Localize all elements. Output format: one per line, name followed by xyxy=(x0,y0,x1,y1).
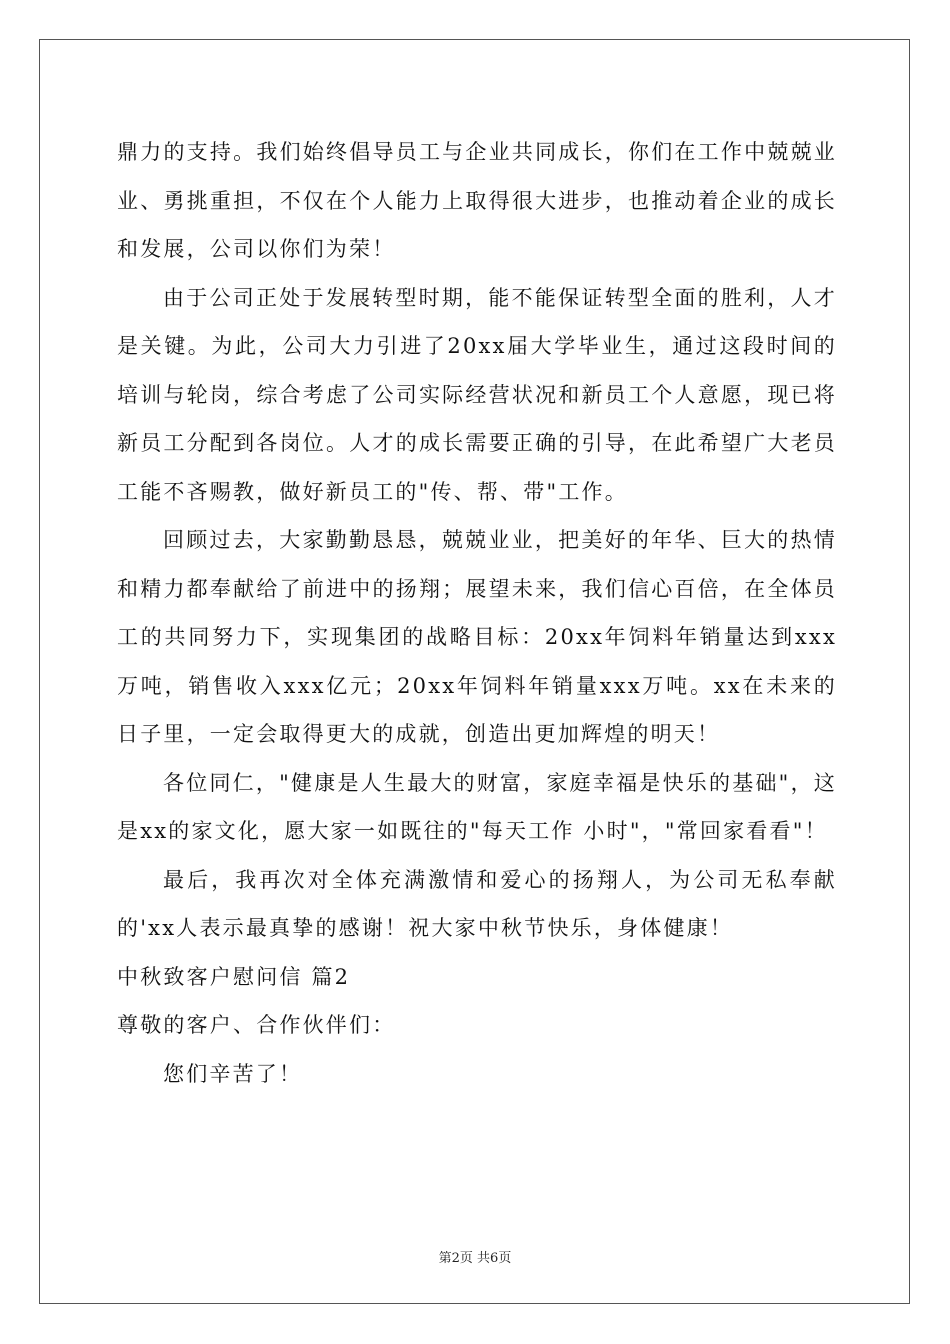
paragraph-closing: 最后，我再次对全体充满激情和爱心的扬翔人，为公司无私奉献的'xx人表示最真挚的感谢！祝大家中秋节快乐，身体健康！ xyxy=(117,867,837,940)
paragraph-talent: 由于公司正处于发展转型时期，能不能保证转型全面的胜利，人才是关键。为此，公司大力引进了20xx届大学毕业生，通过这段时间的培训与轮岗，综合考虑了公司实际经营状况和新员工个人意愿，现已将新员工分配到各岗位。人才的成长需要正确的引导，在此希望广大老员工能不吝赐教，做好新员工的"传、帮、带"工作。 xyxy=(117,285,837,504)
salutation: 尊敬的客户、合作伙伴们： xyxy=(117,1013,396,1037)
document-body xyxy=(117,128,837,1098)
paragraph-health: 各位同仁，"健康是人生最大的财富，家庭幸福是快乐的基础"，这是xx的家文化，愿大家一如既往的"每天工作 小时"，"常回家看看"！ xyxy=(117,770,837,843)
paragraph-review: 回顾过去，大家勤勤恳恳，兢兢业业，把美好的年华、巨大的热情和精力都奉献给了前进中的扬翔；展望未来，我们信心百倍，在全体员工的共同努力下，实现集团的战略目标：20xx年饲料年销量达到xxx万吨，销售收入xxx亿元；20xx年饲料年销量xxx万吨。xx在未来的日子里，一定会取得更大的成就，创造出更加辉煌的明天！ xyxy=(117,528,837,746)
section-title: 中秋致客户慰问信 篇2 xyxy=(117,964,351,989)
page-number: 第2页 共6页 xyxy=(438,1251,512,1266)
greeting: 您们辛苦了！ xyxy=(163,1061,303,1086)
paragraph-continuation: 鼎力的支持。我们始终倡导员工与企业共同成长，你们在工作中兢兢业业、勇挑重担，不仅在个人能力上取得很大进步，也推动着企业的成长和发展，公司以你们为荣！ xyxy=(117,140,837,261)
